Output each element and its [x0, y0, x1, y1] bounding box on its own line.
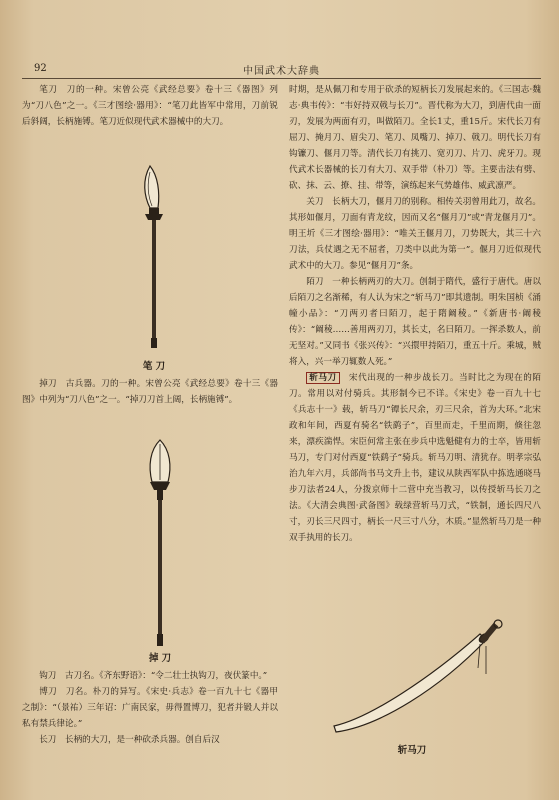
zhanmadao-illustration: [330, 618, 510, 742]
zhuodao-illustration: [130, 438, 190, 652]
left-column: [22, 82, 278, 130]
page-number: 92: [34, 63, 47, 74]
page-header: [22, 62, 541, 79]
entry-bidao: 笔刀 刀的一种。宋曾公亮《武经总要》卷十三《器图》列为“刀八色”之一。《三才图绘·器用》：“笔刀此皆军中常用，刀前锐后斜阔，长柄施镈。笔刀近似现代武术器械中的大刀。: [22, 85, 278, 127]
entry-zhanmadao-paragraph: [289, 370, 541, 546]
entry-changdao: 长刀 长柄的大刀，是一种砍杀兵器。创自后汉: [39, 735, 220, 745]
caption-zhuodao: 掉 刀: [148, 653, 172, 664]
entry-zhanmadao: 宋代出现的一种步战长刀。当时比之为现在的陌刀。常用以对付骑兵。其形制今已不详。《宋史》卷一百九十七《兵志十一》载，斩马刀“镡长尺余，刃三尺余，首为大环。”北宋政和年间，西夏有骑名“铁鹞子”，百里而走，千里而期，倏往忽来，漂疾湍悍。宋臣何常主张在步兵中选魁健有力的士卒，皆用斩马刀，专门对付西夏“铁鹞子”骑兵。斩马刀明、清犹存。明孝宗弘治九年六月，兵部尚书马文升上书，建议从陕西军队中拣选通晓马步刀法者24人，分拨京师十二营中充当教习，以传授斩马长刀之法。《大清会典图·武备图》载绿营斩马刀式，“铁制，通长四尺八寸，刃长三尺四寸，柄长一尺三寸八分，木质。”显然斩马刀是一种双手执用的长刀。: [289, 373, 541, 543]
left-column-lower: [22, 668, 278, 748]
entry-goudao: 钩刀 古刀名。《齐东野语》：“令二壮士执钩刀，夜伏篆中。”: [39, 671, 268, 681]
entry-bodao: 博刀 刀名。朴刀的异写。《宋史·兵志》卷一百九十七《器甲之制》：“（景祐）三年诏：广南民家，毋得置博刀，犯者并锻人并以私有禁兵律论。”: [22, 687, 278, 729]
cont-changdao: 时期，是从佩刀和专用于砍杀的短柄长刀发展起来的。《三国志·魏志·典韦传》：“韦好持双戟与长刀”。晋代称为大刀，到唐代由一面刃，发展为两面有刃，叫做陌刀。全长1丈，重15斤。宋代长刀有屈刀、掩月刀、眉尖刀、笔刀、凤嘴刀、掉刀、戟刀。明代长刀有钩镰刀、偃月刀等。清代长刀有挑刀、宽刃刀、片刀、虎牙刀。现代武术长器械的长刀有大刀、双手带（朴刀）等。主要击法有劈、砍、抹、云、撩、挂、带等，演练起来气势雄伟、威武凛严。: [289, 85, 541, 191]
entry-guandao: 关刀 长柄大刀，偃月刀的别称。相传关羽曾用此刀，故名。其形如偃月，刀面有青龙纹，因而又名“偃月刀”或“青龙偃月刀”。明王圻《三才图绘·器用》：“唯关王偃月刀，刀势既大，其三十六刀法，兵仗遇之无不屈者，刀类中以此为第一”。偃月刀近似现代武术中的大刀。参见“偃月刀”条。: [289, 197, 541, 271]
bidao-illustration: [120, 162, 190, 356]
left-column-zhuodao: [22, 376, 278, 408]
term-zhanmadao: 斩马刀: [306, 372, 340, 384]
running-title: 中国武术大辞典: [243, 66, 320, 77]
caption-bidao: 笔 刀: [142, 361, 166, 372]
caption-zhanmadao: 斩马刀: [397, 745, 427, 756]
right-column: [289, 82, 541, 546]
entry-modao: 陌刀 一种长柄两刃的大刀。创制于隋代，盛行于唐代。唐以后陌刀之名渐稀，有人认为宋之“斩马刀”即其遗制。明朱国桢《涌幢小品》：“刀两刃者曰陌刀，起于隋阚稜。”《新唐书·阚稜传》：“阚稜……善用两刃刀，其长丈，名曰陌刀。一挥杀数人，前无坚对。”又同书《张兴传》：“兴擐甲持陌刀，重五十斤。乘城，贼将入，兴一举刀辄数人死。”: [289, 277, 541, 367]
entry-zhuodao: 掉刀 古兵器。刀的一种。宋曾公亮《武经总要》卷十三《器图》中列为“刀八色”之一。“掉刀刀首上阔，长柄施镈”。: [22, 379, 278, 405]
